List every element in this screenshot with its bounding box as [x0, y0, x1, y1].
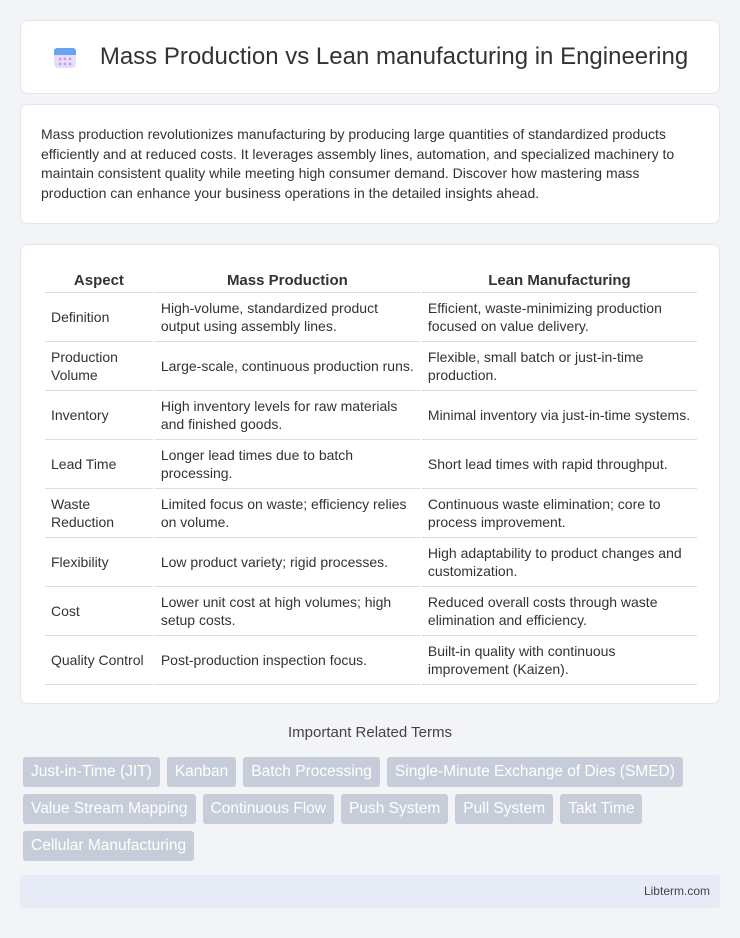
row-mass: Longer lead times due to batch processing. [155, 439, 420, 488]
row-lean: Built-in quality with continuous improvement (Kaizen). [422, 635, 697, 685]
related-term-tag[interactable]: Takt Time [560, 794, 642, 824]
table-row [45, 390, 697, 439]
row-mass: Low product variety; rigid processes. [155, 537, 420, 586]
header-mass-production: Mass Production [226, 272, 348, 289]
row-aspect: Definition [45, 292, 153, 341]
related-term-tag[interactable]: Single-Minute Exchange of Dies (SMED) [387, 757, 683, 787]
row-lean: Continuous waste elimination; core to process improvement. [422, 488, 697, 537]
title-card [20, 20, 720, 94]
row-lean: Flexible, small batch or just-in-time production. [422, 341, 697, 390]
row-lean: High adaptability to product changes and customization. [422, 537, 697, 586]
related-term-tag[interactable]: Value Stream Mapping [23, 794, 196, 824]
page-title: Mass Production vs Lean manufacturing in Engineering [99, 43, 689, 70]
intro-text: Mass production revolutionizes manufacturing by producing large quantities of standardized products efficiently and at reduced costs. It leverages assembly lines, automation, and specialized machinery to maintain consistent quality while meeting high consumer demand. Discover how mastering mass production can enhance your business operations in the detailed insights ahead. [41, 126, 675, 201]
header-lean-manufacturing: Lean Manufacturing [488, 272, 631, 289]
row-lean: Reduced overall costs through waste elimination and efficiency. [422, 586, 697, 635]
table-header-row [45, 265, 697, 292]
row-aspect: Inventory [45, 390, 153, 439]
footer [20, 875, 720, 908]
row-lean: Minimal inventory via just-in-time systems. [422, 390, 697, 439]
table-row [45, 586, 697, 635]
calendar-icon [52, 44, 78, 70]
row-mass: Post-production inspection focus. [155, 635, 420, 685]
table-row [45, 439, 697, 488]
header-aspect: Aspect [73, 272, 124, 289]
related-terms-title: Important Related Terms [288, 724, 452, 741]
row-aspect: Lead Time [45, 439, 153, 488]
table-row [45, 341, 697, 390]
related-terms-list [23, 757, 723, 868]
related-term-tag[interactable]: Just-in-Time (JIT) [23, 757, 160, 787]
related-term-tag[interactable]: Batch Processing [243, 757, 380, 787]
row-mass: Limited focus on waste; efficiency relies on volume. [155, 488, 420, 537]
table-row [45, 292, 697, 341]
related-term-tag[interactable]: Push System [341, 794, 448, 824]
footer-site-link[interactable]: Libterm.com [643, 884, 710, 898]
row-mass: High-volume, standardized product output using assembly lines. [155, 292, 420, 341]
row-aspect: Flexibility [45, 537, 153, 586]
table-row [45, 537, 697, 586]
row-aspect: Cost [45, 586, 153, 635]
intro-card [20, 104, 720, 224]
row-aspect: Production Volume [45, 341, 153, 390]
row-mass: Large-scale, continuous production runs. [155, 341, 420, 390]
related-term-tag[interactable]: Pull System [455, 794, 553, 824]
comparison-table-card [20, 244, 720, 704]
table-row [45, 488, 697, 537]
related-term-tag[interactable]: Kanban [167, 757, 236, 787]
row-aspect: Waste Reduction [45, 488, 153, 537]
row-lean: Efficient, waste-minimizing production focused on value delivery. [422, 292, 697, 341]
row-aspect: Quality Control [45, 635, 153, 685]
row-mass: Lower unit cost at high volumes; high setup costs. [155, 586, 420, 635]
table-row [45, 635, 697, 685]
row-lean: Short lead times with rapid throughput. [422, 439, 697, 488]
related-term-tag[interactable]: Continuous Flow [203, 794, 334, 824]
related-term-tag[interactable]: Cellular Manufacturing [23, 831, 194, 861]
row-mass: High inventory levels for raw materials and finished goods. [155, 390, 420, 439]
comparison-table [43, 265, 699, 685]
